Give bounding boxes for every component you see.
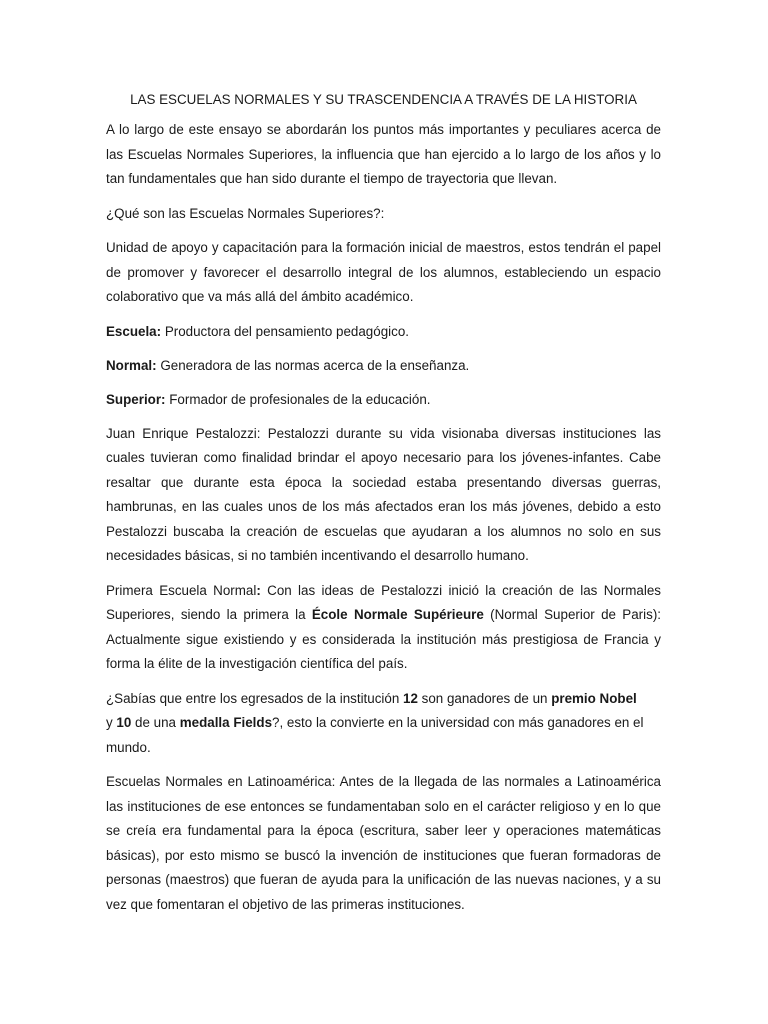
term-label: Superior: (106, 391, 166, 407)
sabias-text-1: ¿Sabías que entre los egresados de la institución (106, 690, 404, 706)
term-escuela (106, 320, 661, 344)
sabias-text-5: ?, esto la convierte en la universidad con más ganadores en el mundo. (106, 715, 644, 755)
sabias-text-2: son ganadores de un (417, 690, 552, 706)
sabias-text-4: de una (131, 715, 180, 730)
primera-lead: Primera Escuela Normal (106, 582, 257, 598)
primera-escuela-paragraph (106, 579, 661, 677)
term-meaning: Formador de profesionales de la educación. (165, 391, 431, 407)
primera-text-2: (Normal Superior de Paris): Actualmente sigue existiendo y es considerada la institución más prestigiosa de Francia y forma la élite de la investigación científica del país. (106, 607, 661, 671)
school-name: École Normale Supérieure (311, 607, 484, 622)
intro-paragraph: A lo largo de este ensayo se abordarán los puntos más importantes y peculiares acerca de las Escuelas Normales Superiores, la influencia que han ejercido a lo largo de los años y lo tan fundamentales que han sido durante el tiempo de trayectoria que llevan. (106, 122, 661, 186)
latam-paragraph: Escuelas Normales en Latinoamérica: Antes de la llegada de las normales a Latinoamérica las instituciones de ese entonces se fundamentaban solo en el carácter religioso y en lo que se creía era fundamental para la época (escritura, saber leer y operaciones matemáticas básicas), por esto mismo se buscó la invención de instituciones que fueran formadoras de personas (maestros) que fueran de ayuda para la unificación de las nuevas naciones, y a su vez que fomentaran el objetivo de las primeras instituciones. (106, 774, 661, 912)
sabias-paragraph (106, 687, 661, 761)
nobel-prize: premio Nobel (551, 690, 637, 706)
term-superior (106, 388, 661, 412)
primera-text-1: Con las ideas de Pestalozzi inició la creación de las Normales Superiores, siendo la primera la (106, 582, 661, 622)
term-label: Normal: (106, 357, 157, 373)
document-title: LAS ESCUELAS NORMALES Y SU TRASCENDENCIA A TRAVÉS DE LA HISTORIA (130, 92, 637, 107)
fields-medal: medalla Fields (179, 715, 273, 730)
fields-count: 10 (116, 715, 132, 730)
document-page (106, 90, 661, 927)
question-heading: ¿Qué son las Escuelas Normales Superiores?: (106, 205, 385, 221)
pestalozzi-paragraph: Juan Enrique Pestalozzi: Pestalozzi durante su vida visionaba diversas instituciones las cuales tuvieran como finalidad brindar el apoyo necesario para los jóvenes-infantes. Cabe resaltar que durante esta época la sociedad estaba presentando diversas guerras, hambrunas, en las cuales unos de los más afectados eran los más jóvenes, debido a esto Pestalozzi buscaba la creación de escuelas que ayudaran a los alumnos no solo en sus necesidades básicas, si no también incentivando el desarrollo humano. (106, 425, 661, 563)
term-meaning: Generadora de las normas acerca de la enseñanza. (156, 357, 470, 373)
term-label: Escuela: (106, 323, 162, 339)
nobel-count: 12 (403, 690, 418, 706)
primera-colon: : (256, 582, 261, 598)
sabias-text-3: y (106, 715, 117, 730)
term-meaning: Productora del pensamiento pedagógico. (161, 323, 409, 339)
definition-paragraph: Unidad de apoyo y capacitación para la formación inicial de maestros, estos tendrán el papel de promover y favorecer el desarrollo integral de los alumnos, estableciendo un espacio colaborativo que va más allá del ámbito académico. (106, 240, 661, 304)
term-normal (106, 354, 661, 378)
